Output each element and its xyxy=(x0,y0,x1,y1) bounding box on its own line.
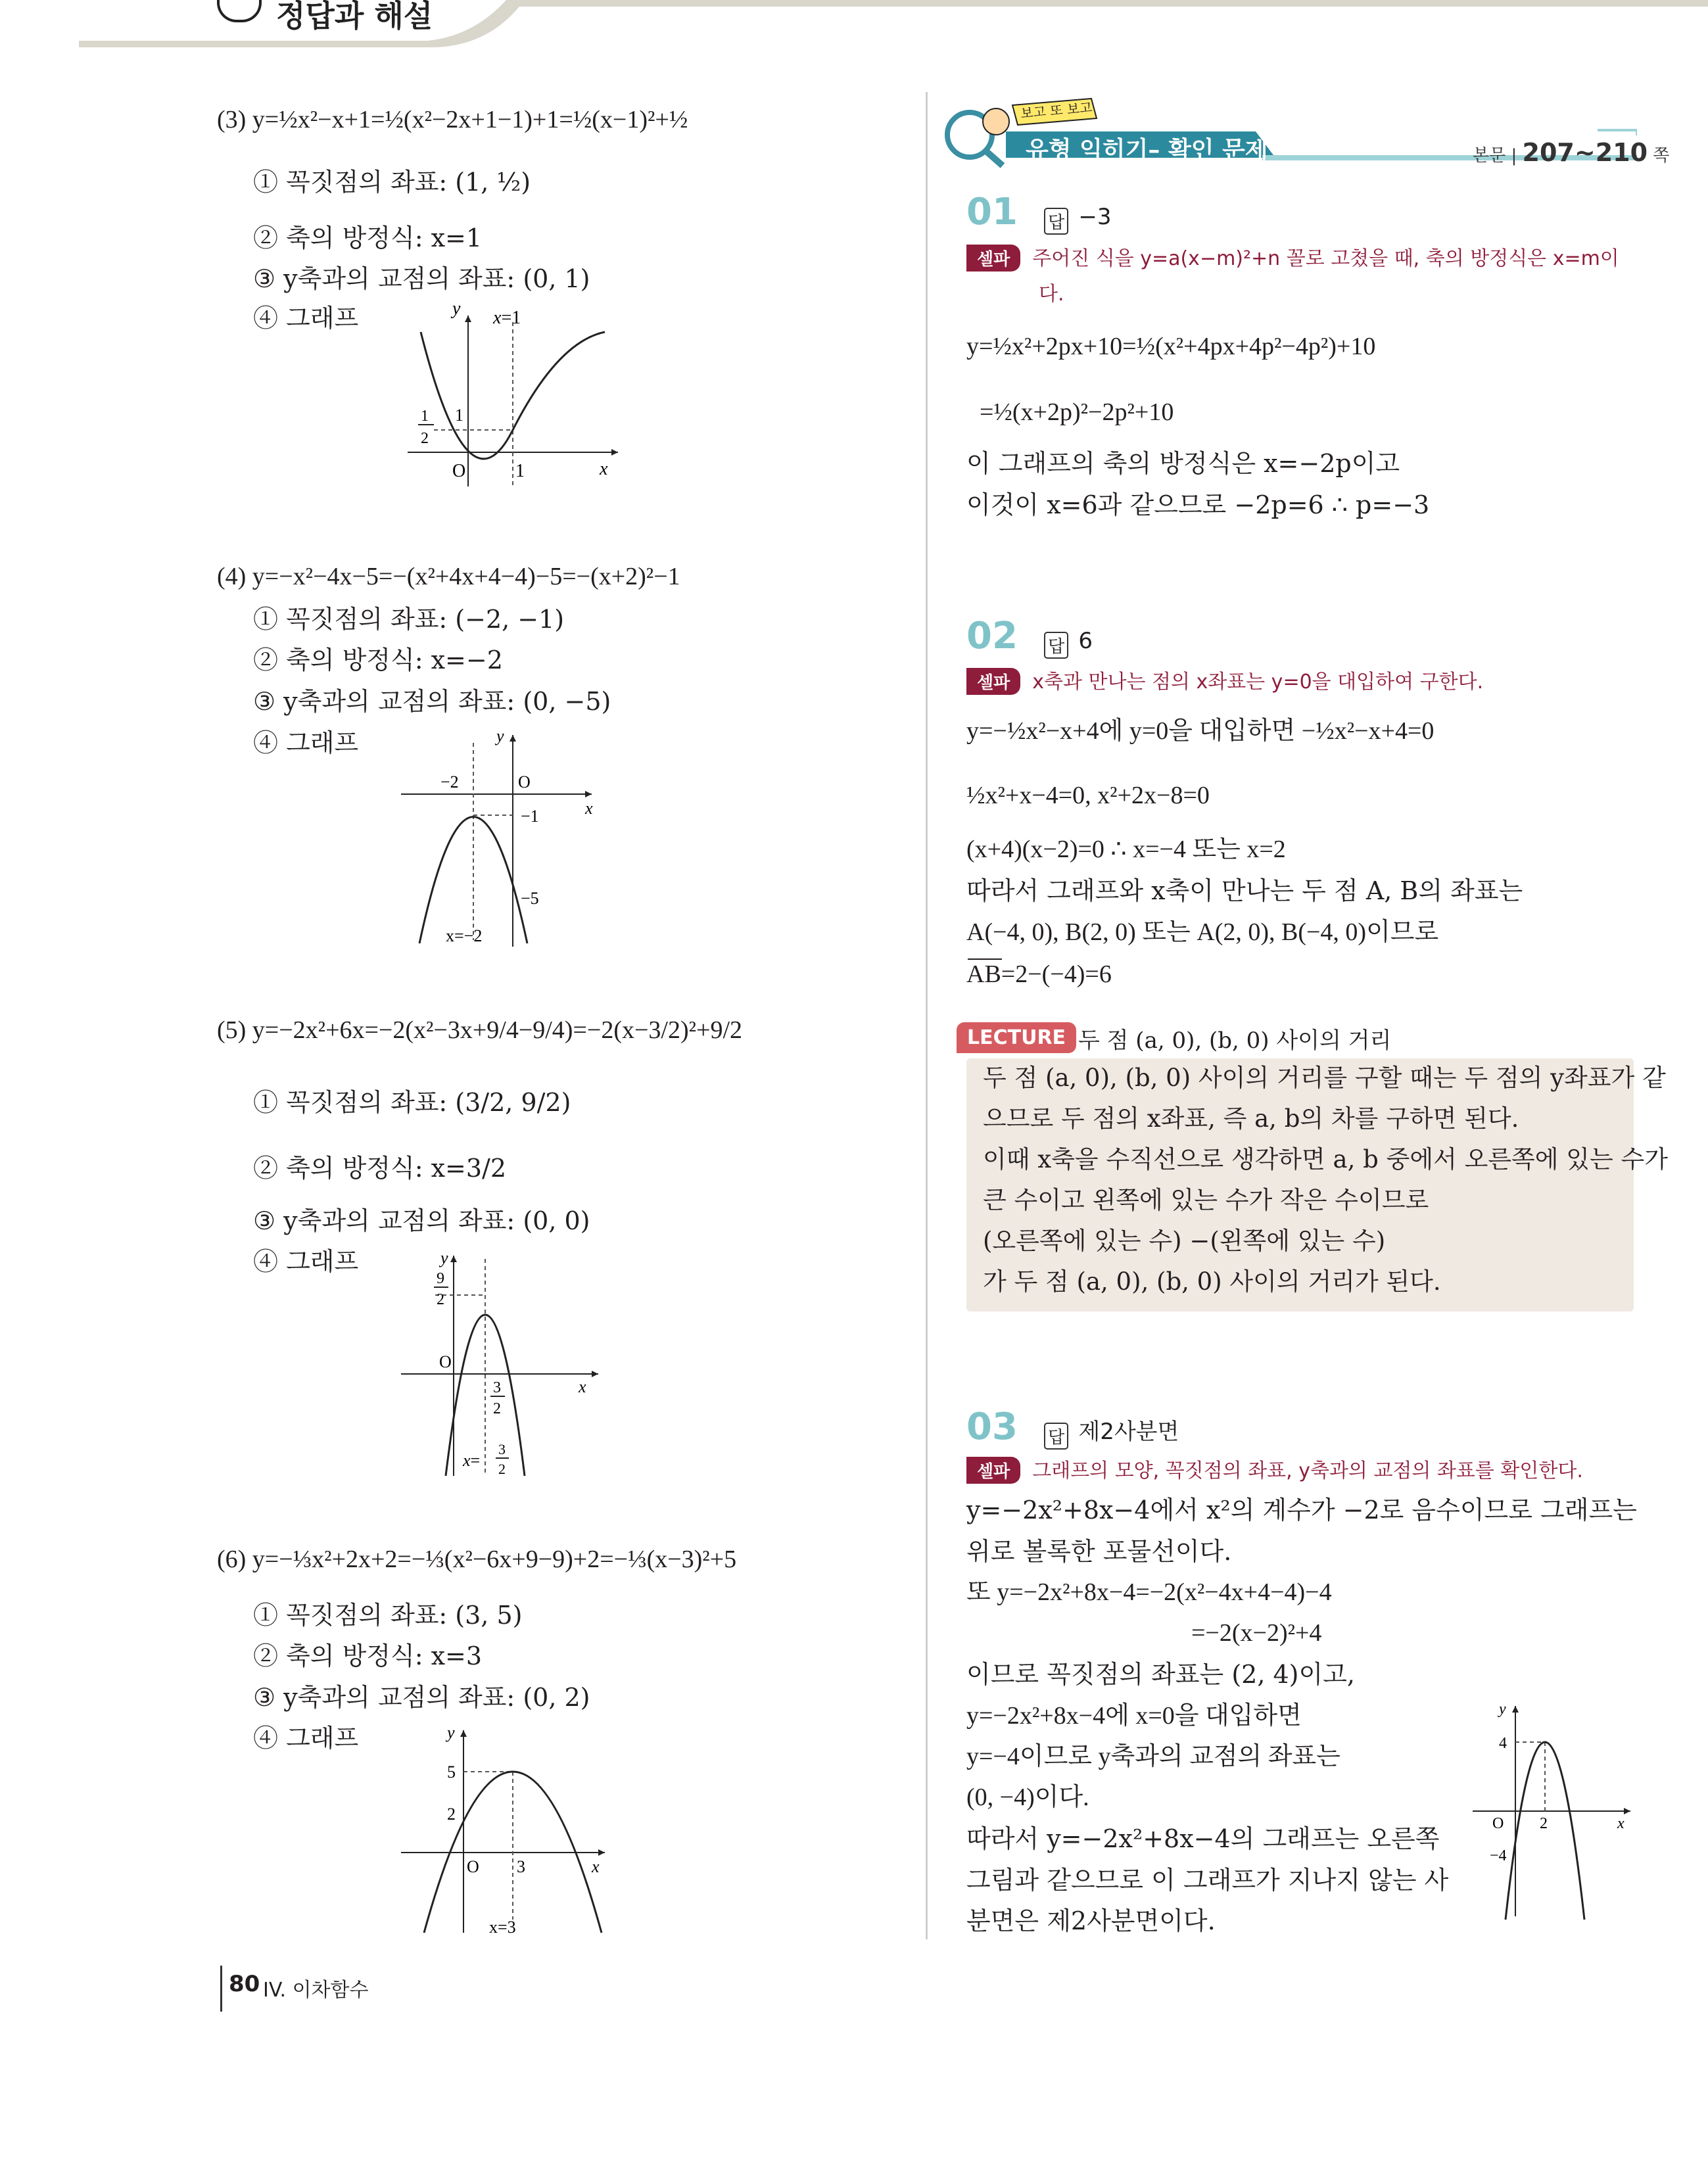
p5-graph-label: ④ 그래프 xyxy=(253,1247,359,1276)
q1-line1: y=½x²+2px+10=½(x²+4px+4p²−4p²)+10 xyxy=(966,333,1376,360)
svg-text:1: 1 xyxy=(455,406,463,425)
svg-text:x: x xyxy=(579,1377,586,1396)
q2-line2: ½x²+x−4=0, x²+2x−8=0 xyxy=(966,782,1210,809)
svg-text:1: 1 xyxy=(515,461,525,481)
svg-text:x: x xyxy=(1617,1815,1625,1832)
q3-line9: 따라서 y=−2x²+8x−4의 그래프는 오른쪽 xyxy=(966,1824,1440,1853)
q3-header xyxy=(966,1406,1179,1450)
lecture-line4: 큰 수이고 왼쪽에 있는 수가 작은 수이므로 xyxy=(983,1186,1429,1214)
q3-line3: 또 y=−2x²+8x−4=−2(x²−4x+4−4)−4 xyxy=(966,1578,1332,1606)
q3-line10: 그림과 같으므로 이 그래프가 지나지 않는 사 xyxy=(966,1866,1449,1895)
header-title: 정답과 해설 xyxy=(276,0,433,34)
lecture-line2: 으므로 두 점의 x좌표, 즉 a, b의 차를 구하면 된다. xyxy=(983,1104,1519,1133)
p4-graph-label: ④ 그래프 xyxy=(253,728,359,757)
p6-graph-label: ④ 그래프 xyxy=(253,1724,359,1753)
svg-text:x: x xyxy=(585,799,593,818)
lecture-line5: (오른쪽에 있는 수) −(왼쪽에 있는 수) xyxy=(983,1227,1386,1255)
svg-text:3: 3 xyxy=(493,1379,501,1396)
svg-text:4: 4 xyxy=(1499,1735,1507,1752)
q3-graph xyxy=(1466,1699,1637,1923)
svg-text:y: y xyxy=(1499,1701,1506,1718)
svg-text:2: 2 xyxy=(493,1400,501,1417)
answer-icon: 답 xyxy=(1044,208,1068,235)
svg-text:−5: −5 xyxy=(521,889,539,908)
svg-text:O: O xyxy=(452,461,466,481)
svg-text:x: x xyxy=(600,459,608,479)
p4-vertex: ① 꼭짓점의 좌표: (−2, −1) xyxy=(253,605,565,634)
lecture-line3: 이때 x축을 수직선으로 생각하면 a, b 중에서 오른쪽에 있는 수가 xyxy=(983,1145,1669,1173)
q2-line3: (x+4)(x−2)=0 ∴ x=−4 또는 x=2 xyxy=(966,836,1286,863)
p3-graph xyxy=(394,302,631,493)
q1-hint xyxy=(966,242,1637,272)
ab-overline xyxy=(968,958,1002,960)
svg-text:3: 3 xyxy=(498,1441,506,1457)
svg-text:5: 5 xyxy=(447,1762,456,1782)
p5-equation: (5) y=−2x²+6x=−2(x²−3x+9/4−9/4)=−2(x−3/2)²+9/2 xyxy=(217,1016,743,1044)
q3-line8: (0, −4)이다. xyxy=(966,1784,1089,1811)
svg-text:1: 1 xyxy=(421,408,429,425)
q3-line5: 이므로 꼭짓점의 좌표는 (2, 4)이고, xyxy=(966,1660,1355,1689)
p5-axis: ② 축의 방정식: x=3/2 xyxy=(253,1154,507,1183)
column-divider xyxy=(926,92,928,1939)
selpa-badge: 셀파 xyxy=(966,1457,1020,1484)
p6-equation: (6) y=−⅓x²+2x+2=−⅓(x²−6x+9−9)+2=−⅓(x−3)²+5 xyxy=(217,1546,737,1573)
q1-number: 01 xyxy=(966,191,1018,233)
q3-line6: y=−2x²+8x−4에 x=0을 대입하면 xyxy=(966,1702,1302,1730)
banner-title: 유형 익히기– 확인 문제 xyxy=(1026,137,1268,164)
svg-text:O: O xyxy=(439,1352,452,1371)
svg-text:−1: −1 xyxy=(521,807,539,826)
p5-vertex: ① 꼭짓점의 좌표: (3/2, 9/2) xyxy=(253,1088,571,1117)
svg-text:y: y xyxy=(440,1249,448,1267)
chapter-label: IV. 이차함수 xyxy=(263,1979,369,2002)
p4-axis-text: x=−2 xyxy=(446,926,483,945)
svg-text:−4: −4 xyxy=(1490,1847,1507,1864)
answer-icon: 답 xyxy=(1044,632,1068,659)
svg-text:O: O xyxy=(1492,1815,1504,1832)
p3-yint: ③ y축과의 교점의 좌표: (0, 1) xyxy=(253,264,590,293)
selpa-badge: 셀파 xyxy=(966,245,1020,272)
p4-axis: ② 축의 방정식: x=−2 xyxy=(253,646,503,674)
lecture-tag: LECTURE xyxy=(957,1022,1076,1053)
lecture-line1: 두 점 (a, 0), (b, 0) 사이의 거리를 구할 때는 두 점의 y좌표가 같 xyxy=(983,1064,1666,1092)
q2-header xyxy=(966,615,1093,659)
lecture-title: 두 점 (a, 0), (b, 0) 사이의 거리 xyxy=(1078,1028,1392,1054)
q1-line4: 이것이 x=6과 같으므로 −2p=6 ∴ p=−3 xyxy=(966,490,1430,519)
svg-text:2: 2 xyxy=(421,430,429,447)
q1-answer: −3 xyxy=(1078,204,1112,230)
q3-line11: 분면은 제2사분면이다. xyxy=(966,1906,1216,1935)
page-ref xyxy=(1473,138,1669,167)
p4-yint: ③ y축과의 교점의 좌표: (0, −5) xyxy=(253,687,611,716)
q2-line6: AB=2−(−4)=6 xyxy=(966,960,1112,988)
p4-graph xyxy=(394,730,611,947)
q2-number: 02 xyxy=(966,615,1018,657)
q3-number: 03 xyxy=(966,1406,1018,1448)
svg-text:O: O xyxy=(518,772,531,792)
q1-header xyxy=(966,191,1111,235)
svg-text:2: 2 xyxy=(1540,1815,1548,1832)
q2-hint xyxy=(966,665,1483,695)
svg-text:y: y xyxy=(447,1723,455,1742)
q1-hint-text: 주어진 식을 y=a(x−m)²+n 꼴로 고쳤을 때, 축의 방정식은 x=m이 xyxy=(1032,247,1619,270)
svg-text:x: x xyxy=(592,1857,600,1876)
q3-line1: y=−2x²+8x−4에서 x²의 계수가 −2로 음수이므로 그래프는 xyxy=(966,1496,1637,1524)
q2-line1: y=−½x²−x+4에 y=0을 대입하면 −½x²−x+4=0 xyxy=(966,717,1435,745)
q2-hint-text: x축과 만나는 점의 x좌표는 y=0을 대입하여 구한다. xyxy=(1032,671,1484,694)
q3-answer: 제2사분면 xyxy=(1078,1419,1179,1445)
svg-text:−2: −2 xyxy=(440,772,459,792)
p3-vertex: ① 꼭짓점의 좌표: (1, ½) xyxy=(253,168,531,197)
footer-bar xyxy=(220,1966,222,2012)
q3-line7: y=−4이므로 y축과의 교점의 좌표는 xyxy=(966,1743,1340,1770)
selpa-badge: 셀파 xyxy=(966,668,1020,695)
svg-text:9: 9 xyxy=(437,1270,444,1287)
p4-equation: (4) y=−x²−4x−5=−(x²+4x+4−4)−5=−(x+2)²−1 xyxy=(217,563,680,590)
q2-line4: 따라서 그래프와 x축이 만나는 두 점 A, B의 좌표는 xyxy=(966,876,1523,905)
p5-yint: ③ y축과의 교점의 좌표: (0, 0) xyxy=(253,1206,590,1235)
page-ref-pages: 207~210 xyxy=(1522,138,1648,167)
q3-line2: 위로 볼록한 포물선이다. xyxy=(966,1537,1232,1566)
svg-text:O: O xyxy=(467,1857,479,1876)
page-ref-prefix: 본문 | xyxy=(1473,146,1517,166)
p6-vertex: ① 꼭짓점의 좌표: (3, 5) xyxy=(253,1601,523,1630)
page-ref-suffix: 쪽 xyxy=(1653,146,1670,166)
svg-text:y: y xyxy=(496,730,504,745)
q2-line5: A(−4, 0), B(2, 0) 또는 A(2, 0), B(−4, 0)이므로 xyxy=(966,918,1439,946)
p3-equation: (3) y=½x²−x+1=½(x²−2x+1−1)+1=½(x−1)²+½ xyxy=(217,106,688,133)
svg-text:2: 2 xyxy=(437,1291,444,1308)
p6-yint: ③ y축과의 교점의 좌표: (0, 2) xyxy=(253,1683,590,1712)
svg-text:x=: x= xyxy=(463,1451,481,1470)
svg-text:x=1: x=1 xyxy=(493,308,521,328)
svg-text:y: y xyxy=(452,302,461,319)
p6-axis-text: x=3 xyxy=(489,1918,516,1937)
q3-line4: =−2(x−2)²+4 xyxy=(1191,1619,1322,1647)
svg-text:2: 2 xyxy=(447,1805,456,1824)
p3-graph-label: ④ 그래프 xyxy=(253,304,359,333)
p6-graph xyxy=(394,1722,618,1939)
lecture-line6: 가 두 점 (a, 0), (b, 0) 사이의 거리가 된다. xyxy=(983,1267,1441,1296)
q3-hint-text: 그래프의 모양, 꼭짓점의 좌표, y축과의 교점의 좌표를 확인한다. xyxy=(1032,1459,1583,1482)
q1-line3: 이 그래프의 축의 방정식은 x=−2p이고 xyxy=(966,449,1400,478)
page-number: 80 xyxy=(229,1971,260,1997)
q3-hint xyxy=(966,1454,1583,1484)
q1-line2: =½(x+2p)²−2p²+10 xyxy=(980,398,1174,426)
answer-icon: 답 xyxy=(1044,1423,1068,1450)
p6-axis: ② 축의 방정식: x=3 xyxy=(253,1642,483,1670)
svg-text:2: 2 xyxy=(498,1461,506,1477)
q1-hint-cont: 다. xyxy=(1039,283,1064,306)
banner-tag: 보고 또 보고 xyxy=(1020,99,1093,122)
svg-text:3: 3 xyxy=(517,1857,525,1876)
p3-axis: ② 축의 방정식: x=1 xyxy=(253,224,483,252)
p5-graph xyxy=(394,1249,611,1479)
q2-answer: 6 xyxy=(1078,628,1093,654)
